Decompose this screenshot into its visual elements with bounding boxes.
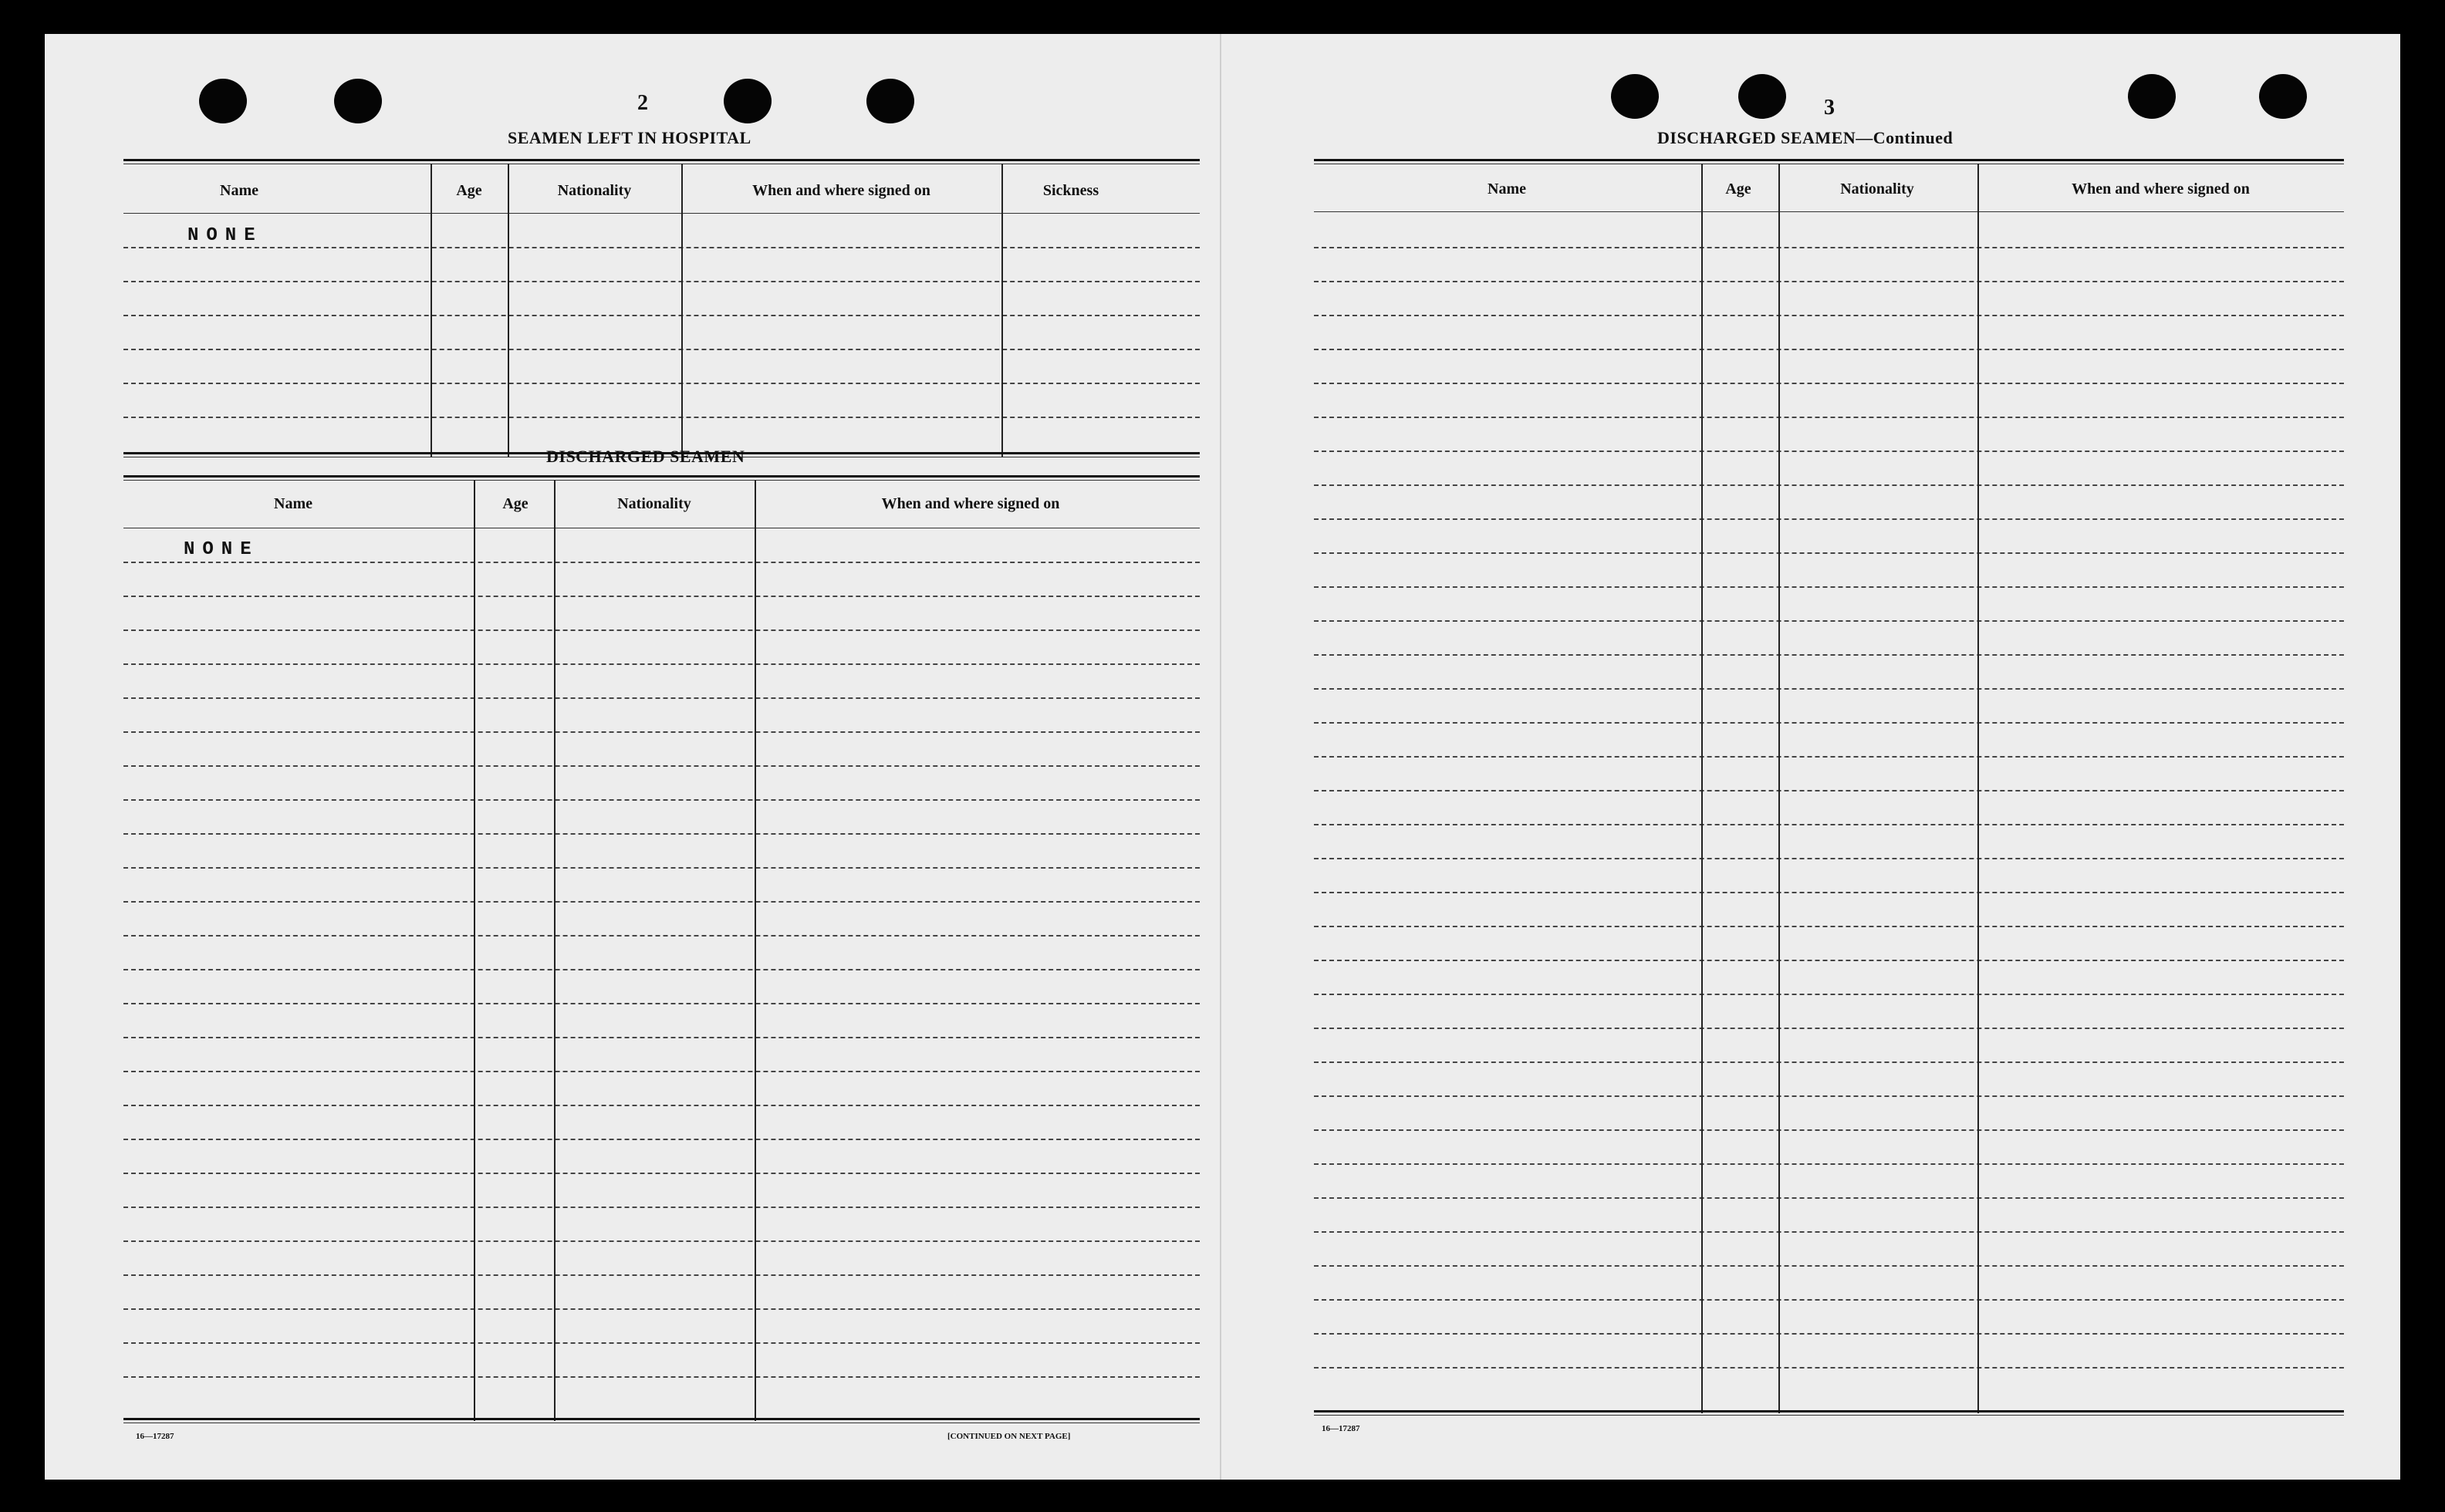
punch-hole (334, 79, 382, 123)
col-header-signed-on: When and where signed on (2072, 181, 2250, 197)
col-header-nationality: Nationality (557, 182, 632, 199)
hospital-entry: NONE (187, 225, 263, 246)
col-header-age: Age (502, 495, 529, 512)
discharged-entry: NONE (184, 539, 259, 560)
col-header-sickness: Sickness (1042, 182, 1099, 199)
col-header-age: Age (1725, 181, 1751, 197)
page-number: 2 (637, 91, 648, 115)
discharged-continued-title: DISCHARGED SEAMEN—Continued (1657, 128, 1954, 147)
punch-hole (2259, 74, 2307, 119)
form-number: 16—17287 (136, 1432, 174, 1441)
punch-hole (1611, 74, 1659, 119)
punch-hole (1738, 74, 1786, 119)
punch-hole (724, 79, 772, 123)
hospital-table-title: SEAMEN LEFT IN HOSPITAL (508, 128, 751, 147)
form-number: 16—17287 (1322, 1424, 1360, 1433)
col-header-name: Name (274, 495, 312, 512)
col-header-name: Name (220, 182, 258, 199)
discharged-table-title: DISCHARGED SEAMEN (546, 447, 745, 466)
col-header-nationality: Nationality (1840, 181, 1914, 197)
page-number: 3 (1824, 96, 1835, 120)
col-header-signed-on: When and where signed on (752, 182, 930, 199)
col-header-age: Age (456, 182, 482, 199)
col-header-nationality: Nationality (617, 495, 691, 512)
right-page (1220, 34, 2400, 1480)
punch-hole (866, 79, 914, 123)
left-page (45, 34, 1220, 1480)
col-header-name: Name (1488, 181, 1526, 197)
col-header-signed-on: When and where signed on (881, 495, 1060, 512)
continued-note: [CONTINUED ON NEXT PAGE] (947, 1432, 1071, 1441)
punch-hole (2128, 74, 2176, 119)
punch-hole (199, 79, 247, 123)
